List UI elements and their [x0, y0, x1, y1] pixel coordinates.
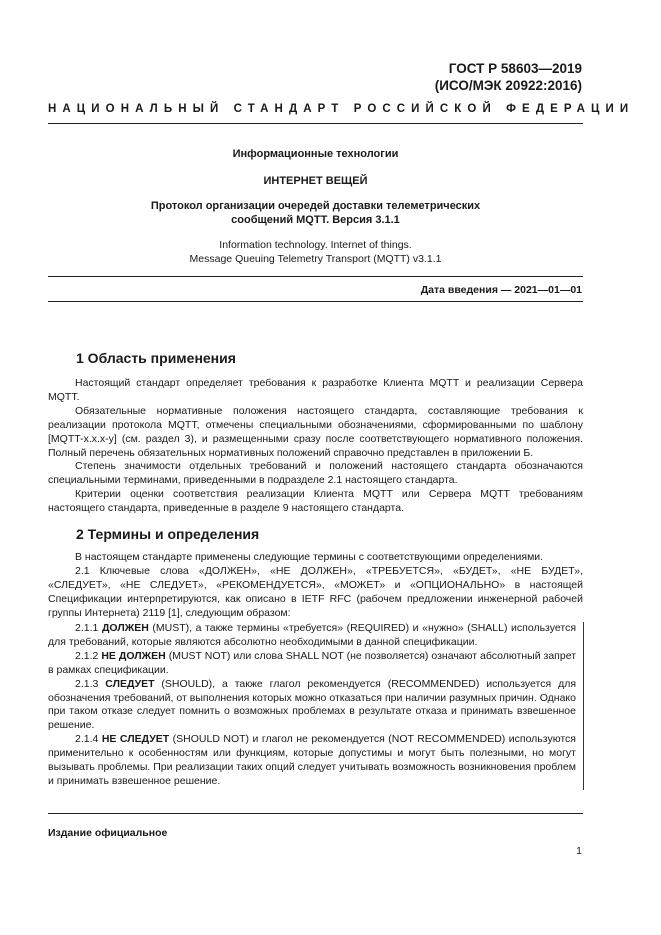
introduction-date: Дата введения — 2021—01—01: [420, 284, 582, 296]
official-edition-label: Издание официальное: [48, 827, 168, 839]
section-2-1-paragraph: 2.1 Ключевые слова «ДОЛЖЕН», «НЕ ДОЛЖЕН», «ТРЕБУЕТСЯ», «БУДЕТ», «НЕ БУДЕТ», «СЛЕДУЕТ», «НЕ СЛЕДУЕТ», «РЕКОМЕНДУЕТСЯ», «МОЖЕТ» и «ОПЦИОНАЛЬНО» в настоящей Спецификации интерпретируются, как описано в IETF RFC (рабочем предложении инженерной рабочей группы Интернета) 2119 [1], следующим образом:: [48, 564, 583, 619]
section-1-paragraph: Критерии оценки соответствия реализации Клиента MQTT или Сервера MQTT требованиям настоящего стандарта, приведенные в разделе 9 настоящего стандарта.: [48, 488, 583, 515]
definition-item: [48, 622, 576, 650]
title-line-2: ИНТЕРНЕТ ВЕЩЕЙ: [263, 175, 368, 187]
section-1-body: [48, 377, 583, 516]
definition-item: [48, 678, 576, 734]
section-2-intro: В настоящем стандарте применены следующие термины с соответствующими определениями.: [75, 551, 544, 563]
section-1-paragraph: Настоящий стандарт определяет требования к разработке Клиента MQTT и реализации Сервера MQTT.: [48, 377, 583, 403]
national-standard-banner: НАЦИОНАЛЬНЫЙ СТАНДАРТ РОССИЙСКОЙ ФЕДЕРАЦИИ: [48, 103, 635, 115]
section-2-intro-body: [48, 551, 583, 621]
english-title-line-1: Information technology. Internet of things.: [219, 239, 412, 251]
international-reference: (ИСО/МЭК 20922:2016): [434, 78, 582, 93]
page-number: 1: [576, 845, 582, 857]
definition-number: 2.1.4: [75, 733, 99, 746]
title-line-3: Протокол организации очередей доставки телеметрических: [150, 200, 481, 212]
header-divider: [48, 123, 583, 124]
definition-number: 2.1.1: [75, 622, 99, 634]
date-divider: [48, 301, 583, 302]
section-2-heading: 2 Термины и определения: [76, 526, 260, 542]
footer-divider: [48, 813, 583, 814]
definition-item: [48, 733, 576, 789]
title-line-1: Информационные технологии: [232, 148, 399, 160]
definition-term: НЕ ДОЛЖЕН: [101, 649, 166, 662]
definition-text: (MUST), а также термины «требуется» (REQUIRED) и «нужно» (SHALL) используется для требований, которые являются абсолютно необходимыми в данной спецификации.: [48, 622, 576, 648]
definitions-list: [48, 622, 576, 789]
definition-text: (SHOULD), а также глагол рекомендуется (RECOMMENDED) используется для обозначения требований, от выполнения которых можно отказаться при наличии разумных причин. Однако при таком отказе следует помнить о возможных проблемах в результате отказа и принимать взвешенное решение.: [48, 677, 577, 732]
section-1-paragraph: Обязательные нормативные положения настоящего стандарта, составляющие требования к реализации протокола MQTT, отмечены специальными обозначениями, сформированными по шаблону [MQTT-x.x.x-y] (см. раздел 3), и размещенными сразу после соответствующего нормативного положения. Полный перечень обязательных нормативных положений справочно представлен в приложении Б.: [48, 404, 583, 459]
definition-text: (SHOULD NOT) и глагол не рекомендуется (NOT RECOMMENDED) используются применительно к особенностям или функциям, которые допустимы и могут быть полезными, но могут вызывать проблемы. При реализации таких опций следует учитывать возможность возникновения проблем и принимать взвешенное решение.: [48, 733, 576, 787]
section-1-paragraph: Степень значимости отдельных требований и положений настоящего стандарта обозначаются специальными терминами, приведенными в подразделе 2.1 настоящего стандарта.: [48, 460, 583, 487]
definition-term: НЕ СЛЕДУЕТ: [101, 733, 170, 746]
definition-term: ДОЛЖЕН: [101, 622, 149, 634]
title-line-4: сообщений MQTT. Версия 3.1.1: [231, 214, 400, 226]
section-1-heading: 1 Область применения: [76, 350, 236, 366]
definition-number: 2.1.3: [75, 677, 99, 690]
english-title-line-2: Message Queuing Telemetry Transport (MQTT) v3.1.1: [189, 253, 442, 265]
definition-number: 2.1.2: [75, 649, 99, 662]
standard-number: ГОСТ Р 58603—2019: [448, 61, 582, 76]
definition-term: СЛЕДУЕТ: [105, 677, 155, 690]
change-bar: [583, 622, 584, 790]
definition-text: (MUST NOT) или слова SHALL NOT (не позволяется) означают абсолютный запрет в рамках спецификации.: [48, 649, 577, 676]
title-divider: [48, 276, 583, 277]
definition-item: [48, 650, 576, 678]
